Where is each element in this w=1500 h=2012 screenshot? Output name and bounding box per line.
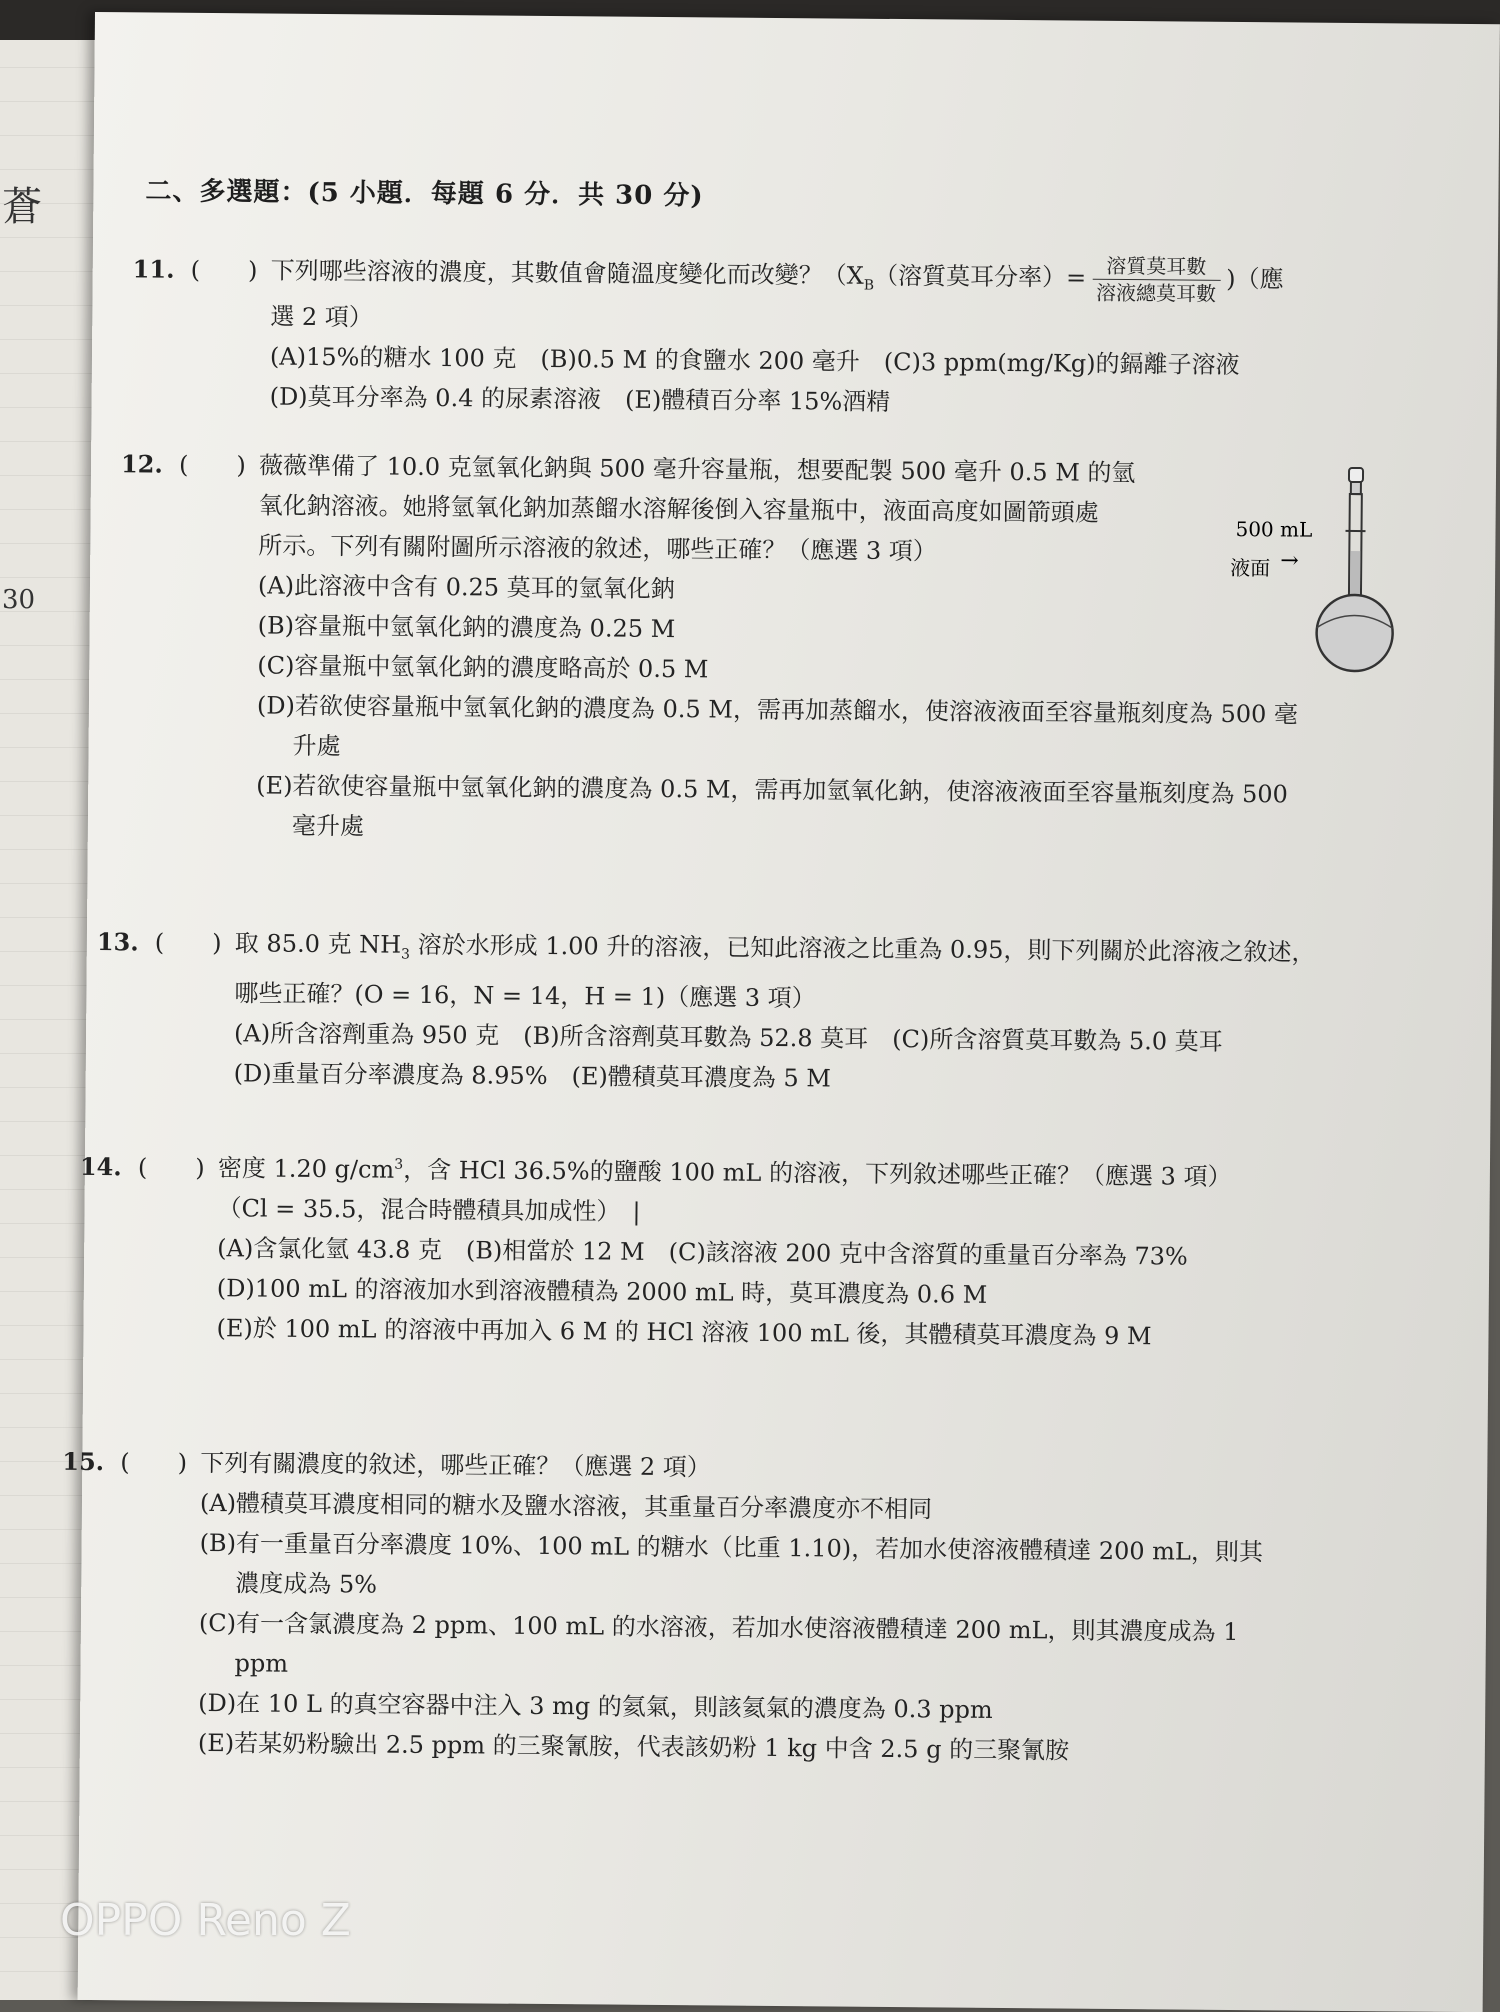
- mole-fraction-formula: [1092, 253, 1220, 307]
- subscript: 3: [401, 947, 410, 963]
- option-d: (D)在 10 L 的真空容器中注入 3 mg 的氦氣，則該氦氣的濃度為 0.3 ppm: [198, 1683, 1460, 1734]
- option-d-continued: 升處: [256, 725, 1448, 775]
- question-stem-end: ，含 HCl 36.5%的鹽酸 100 mL 的溶液，下列敘述哪些正確？（應選 3 項）: [403, 1156, 1232, 1191]
- options-line-1: (A)15%的糖水 100 克 (B)0.5 M 的食鹽水 200 毫升 (C)3 ppm(mg/Kg)的鎘離子溶液: [270, 336, 1432, 386]
- answer-blank: ( ): [120, 1442, 200, 1483]
- question-number: 15.: [62, 1442, 120, 1483]
- question-stem-continued: 選 2 項）: [270, 296, 1432, 346]
- figure-label-liquid-level: 液面: [1230, 552, 1270, 581]
- options-line-1: (A)所含溶劑重為 950 克 (B)所含溶劑莫耳數為 52.8 莫耳 (C)所含溶質莫耳數為 5.0 莫耳: [234, 1013, 1456, 1064]
- exam-sheet: [78, 12, 1500, 2012]
- option-a: (A)此溶液中含有 0.25 莫耳的氫氧化鈉: [258, 565, 1450, 615]
- question-stem-line-2: （Cl = 35.5，混合時體積具加成性） |: [217, 1188, 1459, 1239]
- answer-blank: ( ): [179, 445, 259, 486]
- option-e: (E)若某奶粉驗出 2.5 ppm 的三聚氰胺，代表該奶粉 1 kg 中含 2.5 g 的三聚氰胺: [198, 1723, 1460, 1774]
- subscript: B: [864, 278, 874, 294]
- question-14: [78, 1142, 1460, 1359]
- section-title: 二、多選題：(5 小題．每題 6 分．共 30 分): [145, 170, 704, 212]
- option-c: (C)有一含氯濃度為 2 ppm、100 mL 的水溶液，若加水使溶液體積達 200 mL，則其濃度成為 1: [199, 1603, 1461, 1654]
- notebook-fragment-top: 蒼: [2, 175, 42, 232]
- question-11: [131, 244, 1432, 426]
- fraction-denominator: 溶液總莫耳數: [1092, 280, 1220, 307]
- question-15: [60, 1442, 1463, 1774]
- option-e: (E)若欲使容量瓶中氫氧化鈉的濃度為 0.5 M，需再加氫氧化鈉，使溶液液面至容量瓶刻度為 500: [256, 765, 1448, 815]
- options-line-2: (D)重量百分率濃度為 8.95% (E)體積莫耳濃度為 5 M: [234, 1053, 1456, 1104]
- option-c: (C)容量瓶中氫氧化鈉的濃度略高於 0.5 M: [257, 645, 1449, 695]
- question-stem: 取 85.0 克 NH: [235, 929, 402, 958]
- question-number: 14.: [80, 1147, 138, 1188]
- question-stem-line-3: 所示。下列有關附圖所示溶液的敘述，哪些正確？（應選 3 項）: [258, 525, 1450, 575]
- question-stem-line-1: 薇薇準備了 10.0 克氫氧化鈉與 500 毫升容量瓶，想要配製 500 毫升 0.5 M 的氫: [259, 451, 1136, 487]
- options-line-2: (D)莫耳分率為 0.4 的尿素溶液 (E)體積百分率 15%酒精: [269, 376, 1431, 426]
- notebook-fragment-mid: 30: [2, 585, 35, 615]
- question-stem-mid: （溶質莫耳分率）=: [874, 262, 1086, 292]
- question-stem: 下列有關濃度的敘述，哪些正確？（應選 2 項）: [200, 1449, 711, 1481]
- question-stem: 密度 1.20 g/cm: [218, 1154, 395, 1184]
- options-line-3: (E)於 100 mL 的溶液中再加入 6 M 的 HCl 溶液 100 mL 後，其體積莫耳濃度為 9 M: [216, 1308, 1458, 1359]
- question-number: 13.: [97, 922, 155, 963]
- camera-watermark: OPPO Reno Z: [60, 1895, 351, 1946]
- question-number: 12.: [121, 444, 179, 485]
- option-e-continued: 毫升處: [256, 805, 1448, 855]
- question-stem-end: 溶於水形成 1.00 升的溶液，已知此溶液之比重為 0.95，則下列關於此溶液之敘述，: [410, 931, 1316, 967]
- answer-blank: ( ): [138, 1147, 218, 1188]
- answer-blank: ( ): [155, 923, 235, 964]
- question-stem: 下列哪些溶液的濃度，其數值會隨溫度變化而改變？（X: [271, 257, 864, 290]
- option-d: (D)若欲使容量瓶中氫氧化鈉的濃度為 0.5 M，需再加蒸餾水，使溶液液面至容量瓶刻度為 500 毫: [257, 685, 1449, 735]
- option-b: (B)有一重量百分率濃度 10%、100 mL 的糖水（比重 1.10)，若加水使溶液體積達 200 mL，則其: [199, 1523, 1461, 1574]
- figure-label-500ml: 500 mL: [1235, 517, 1312, 542]
- question-13: [96, 922, 1457, 1104]
- superscript: 3: [394, 1157, 403, 1173]
- arrow-icon: →: [1280, 548, 1299, 573]
- option-b-continued: 濃度成為 5%: [199, 1563, 1461, 1614]
- options-line-1: (A)含氯化氫 43.8 克 (B)相當於 12 M (C)該溶液 200 克中含溶質的重量百分率為 73%: [217, 1228, 1459, 1279]
- question-12: [118, 444, 1451, 856]
- option-c-continued: ppm: [198, 1643, 1460, 1694]
- answer-blank: ( ): [191, 250, 271, 291]
- question-stem-line-2: 氧化鈉溶液。她將氫氧化鈉加蒸餾水溶解後倒入容量瓶中，液面高度如圖箭頭處: [259, 485, 1451, 535]
- flask-icon: [1254, 462, 1416, 673]
- option-b: (B)容量瓶中氫氧化鈉的濃度為 0.25 M: [257, 605, 1449, 655]
- question-number: 11.: [133, 249, 191, 290]
- volumetric-flask-figure: [1254, 462, 1416, 673]
- fraction-numerator: 溶質莫耳數: [1092, 253, 1220, 281]
- options-line-2: (D)100 mL 的溶液加水到溶液體積為 2000 mL 時，莫耳濃度為 0.6 M: [217, 1268, 1459, 1319]
- question-stem-end: )（應: [1226, 265, 1284, 293]
- option-a: (A)體積莫耳濃度相同的糖水及鹽水溶液，其重量百分率濃度亦不相同: [200, 1483, 1462, 1534]
- question-stem-line-2: 哪些正確？(O = 16，N = 14，H = 1)（應選 3 項）: [234, 973, 1456, 1024]
